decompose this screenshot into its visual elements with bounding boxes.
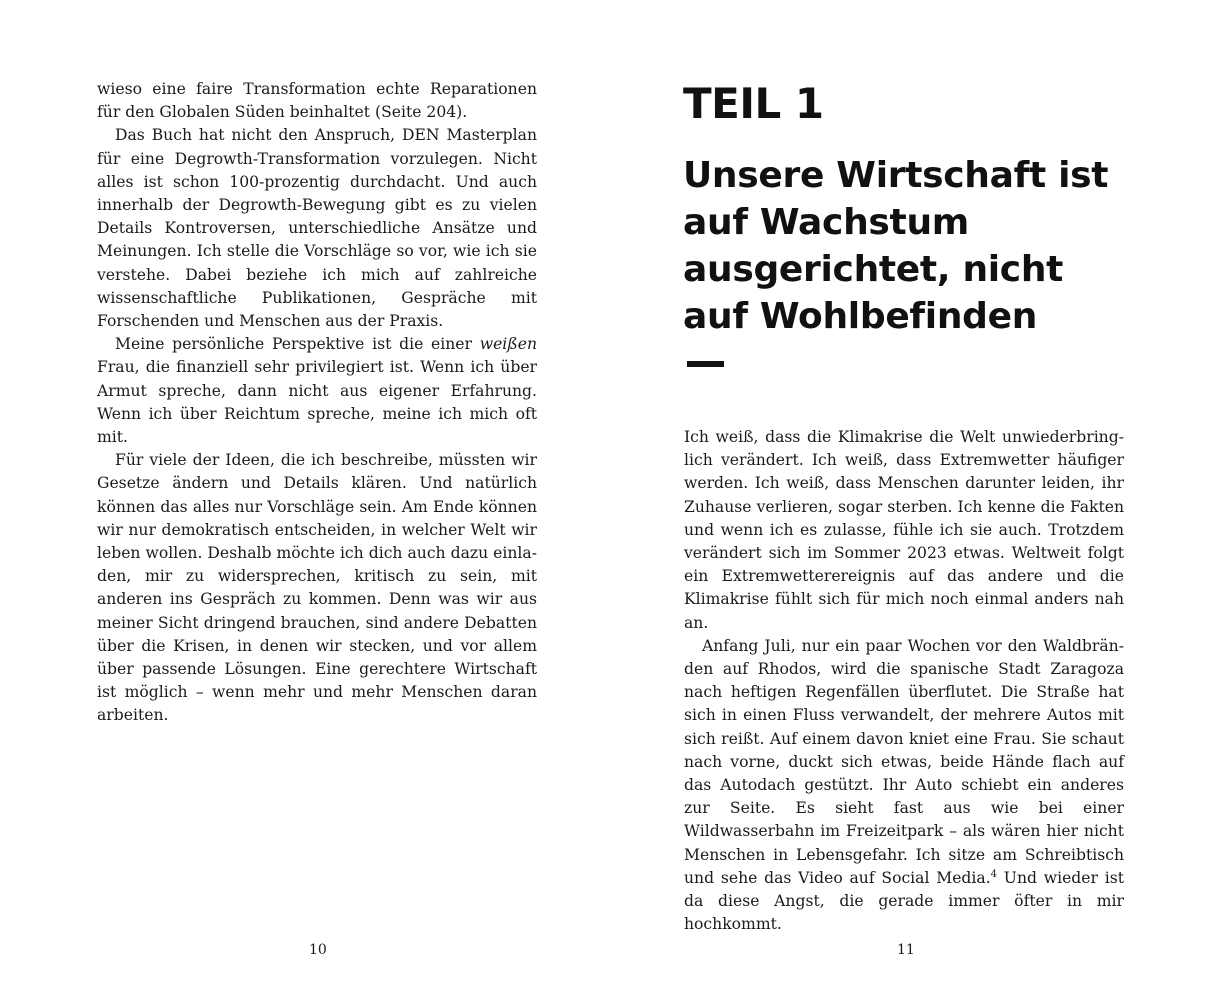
footnote-reference[interactable]: 4: [990, 868, 998, 880]
left-page-body: [97, 78, 537, 728]
left-paragraph-3-after: Frau, die finanziell sehr privilegiert ist. Wenn ich über Armut spreche, dann nicht aus eigener Erfahrung. Wenn ich über Reichtum spreche, meine ich mich oft mit.: [97, 358, 537, 447]
left-paragraph-3-emphasis: weißen: [479, 335, 537, 354]
right-page-body: [684, 426, 1124, 936]
title-divider: [687, 361, 724, 367]
left-paragraph-1: wieso eine faire Transformation echte Reparationen für den Globalen Süden beinhaltet (Seite 204).: [97, 80, 537, 122]
left-paragraph-3: [97, 333, 537, 449]
left-paragraph-4: Für viele der Ideen, die ich beschreibe, müssten wir Gesetze ändern und Details klären. Und natürlich können das alles nur Vorschläge sein. Am Ende können wir nur demokratisch entscheiden, in welcher Welt wir leben wollen. Deshalb möchte ich dich auch dazu einladen, mir zu widersprechen, kritisch zu sein, mit anderen ins Gespräch zu kommen. Denn was wir aus meiner Sicht dringend brauchen, sind andere Debatten über die Krisen, in denen wir stecken, und vor allem über passende Lösungen. Eine gerechtere Wirtschaft ist möglich – wenn mehr und mehr Menschen daran arbeiten.: [97, 451, 537, 725]
left-paragraph-2: Das Buch hat nicht den Anspruch, DEN Masterplan für eine Degrowth-Transformation vorzulegen. Nicht alles ist schon 100-prozentig durchdacht. Und auch innerhalb der Degrowth-Bewegung gibt es zu vielen Details Kontroversen, unterschiedliche Ansätze und Meinungen. Ich stelle die Vorschläge so vor, wie ich sie verstehe. Dabei beziehe ich mich auf zahlreiche wissenschaftliche Publikationen, Gespräche mit Forschenden und Menschen aus der Praxis.: [97, 126, 537, 331]
right-paragraph-2-after: Und wieder ist da diese Angst, die gerade immer öfter in mir hochkommt.: [684, 868, 1124, 934]
part-label: TEIL 1: [683, 79, 824, 128]
left-paragraph-3-before: Meine persönliche Perspektive ist die einer: [115, 335, 480, 354]
right-paragraph-2-before: Anfang Juli, nur ein paar Wochen vor den Waldbränden auf Rhodos, wird die spanische Stadt Zaragoza nach heftigen Regenfällen überflutet. Die Straße hat sich in einen Fluss verwandelt, der mehrere Autos mit sich reißt. Auf einem davon kniet eine Frau. Sie schaut nach vorne, duckt sich etwas, beide Hände flach auf das Autodach gestützt. Ihr Auto schiebt ein anderes zur Seite. Es sieht fast aus wie bei einer Wildwasserbahn im Freizeitpark – als wären hier nicht Menschen in Lebensgefahr. Ich sitze am Schreibtisch und sehe das Video auf Social Media.: [684, 636, 1124, 887]
chapter-title: Unsere Wirtschaft ist auf Wachstum ausgerichtet, nicht auf Wohlbefinden: [683, 155, 1109, 337]
page-number-left: 10: [309, 942, 327, 958]
right-paragraph-1: Ich weiß, dass die Klimakrise die Welt unwiederbringlich verändert. Ich weiß, dass Extremwetter häufiger werden. Ich weiß, dass Menschen darunter leiden, ihr Zuhause verlieren, sogar sterben. Ich kenne die Fakten und wenn ich es zulasse, fühle ich sie auch. Trotzdem verändert sich im Sommer 2023 etwas. Weltweit folgt ein Extremwetterereignis auf das andere und die Klimakrise fühlt sich für mich noch einmal anders nah an.: [684, 428, 1124, 632]
page-number-right: 11: [897, 942, 915, 958]
right-paragraph-2: [684, 635, 1124, 937]
right-page: [610, 0, 1220, 1000]
